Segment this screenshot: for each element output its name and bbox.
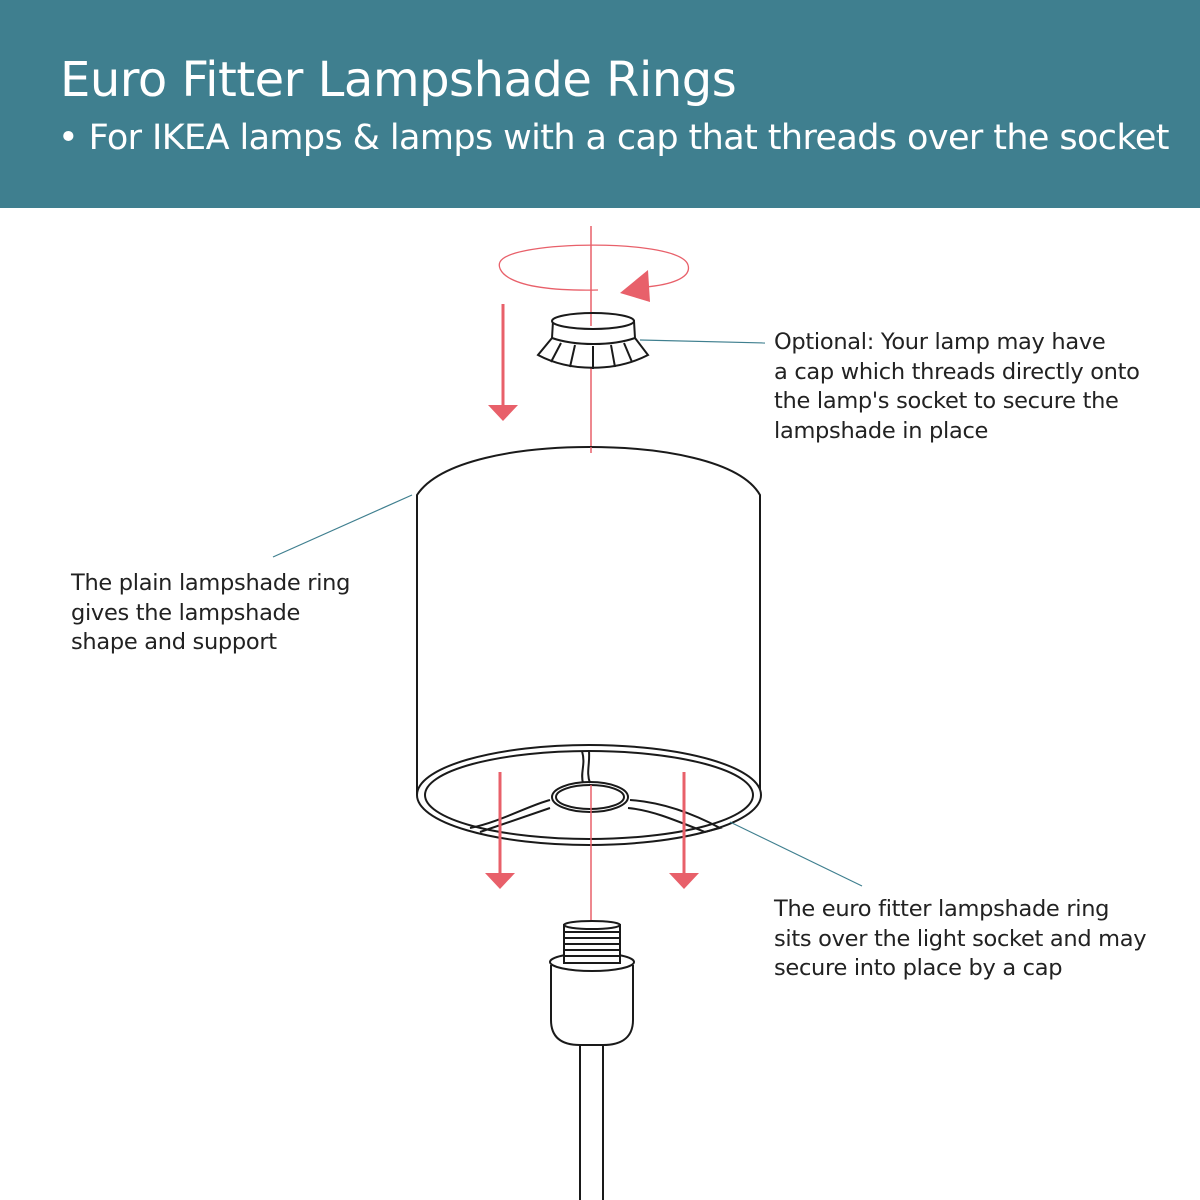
leader-line-euro-ring [730, 822, 862, 886]
annotation-line: The euro fitter lampshade ring [774, 896, 1110, 922]
annotation-line: secure into place by a cap [774, 955, 1063, 981]
euro-ring-annotation [774, 895, 1146, 984]
rotation-ellipse [499, 245, 688, 290]
lamp-socket [550, 921, 634, 1200]
annotation-line: Optional: Your lamp may have [774, 329, 1106, 355]
cap-annotation [774, 328, 1140, 446]
down-arrow-icon [488, 304, 518, 421]
annotation-line: lampshade in place [774, 417, 989, 444]
rotation-arrow-head-icon [620, 270, 650, 302]
leader-line-cap [640, 340, 765, 343]
annotation-line: sits over the light socket and may [774, 925, 1147, 952]
annotation-line: gives the lampshade [71, 599, 301, 626]
threaded-cap [538, 313, 648, 369]
page-subtitle: • For IKEA lamps & lamps with a cap that threads over the socket [58, 118, 1169, 158]
annotation-line: shape and support [71, 629, 277, 655]
leader-line-plain-ring [273, 495, 412, 557]
annotation-line: the lamp's socket to secure the [774, 388, 1119, 414]
annotation-line: a cap which threads directly onto [774, 358, 1140, 385]
page-title: Euro Fitter Lampshade Rings [60, 52, 737, 108]
annotation-line: The plain lampshade ring [71, 570, 351, 596]
plain-ring-annotation [71, 569, 350, 658]
lampshade [417, 447, 761, 845]
